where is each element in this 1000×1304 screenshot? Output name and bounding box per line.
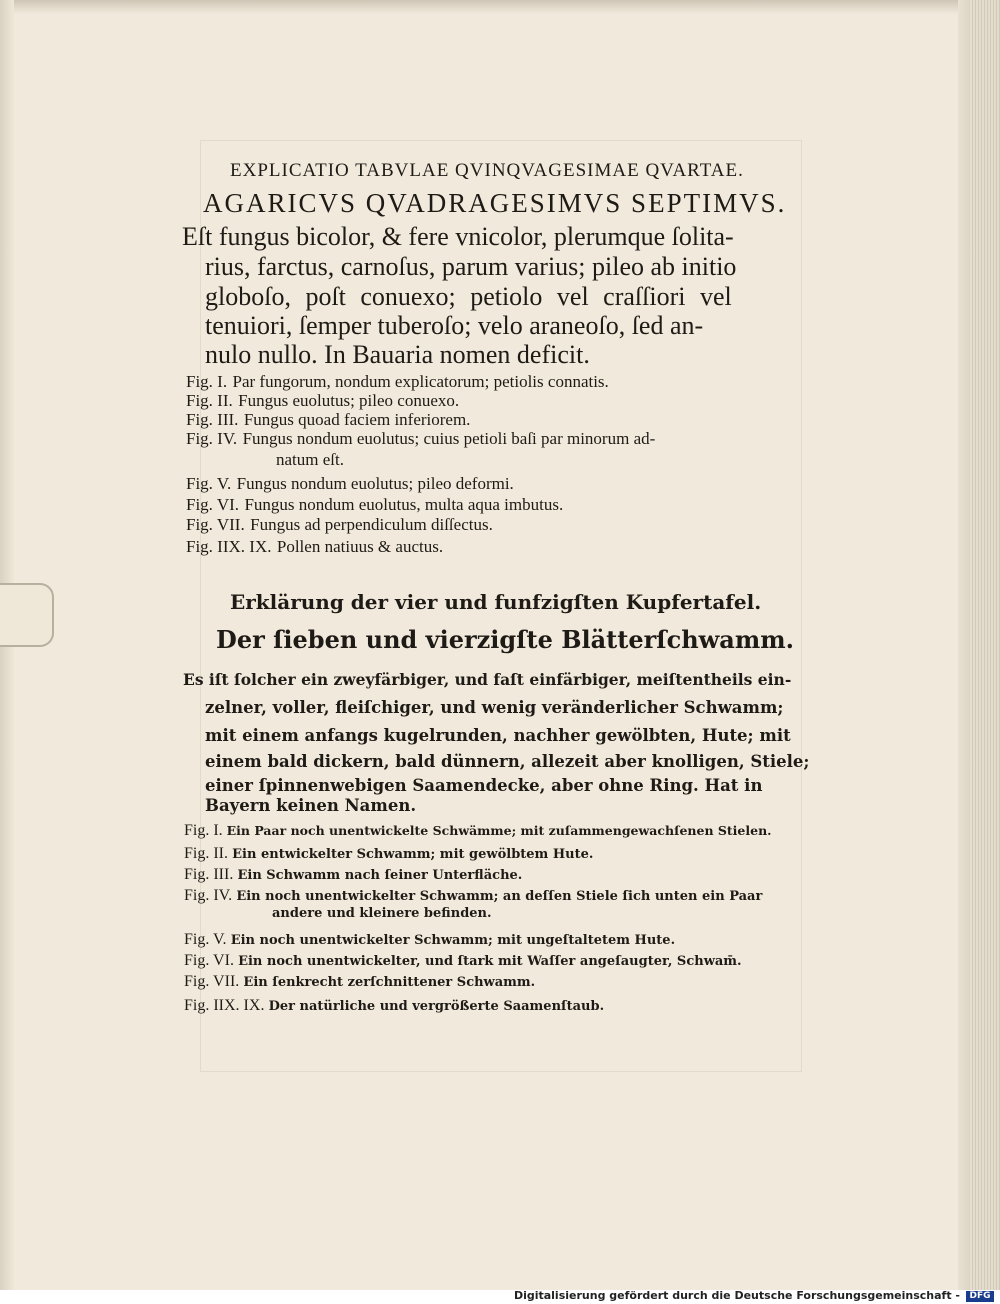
latin-title: AGARICVS QVADRAGESIMVS SEPTIMVS. xyxy=(203,188,787,218)
figure-text: Ein Paar noch unentwickelte Schwämme; mit zuſammengewachſenen Stielen. xyxy=(226,823,772,838)
figure-label: Fig. III. xyxy=(186,410,239,429)
german-figure-item xyxy=(184,931,675,949)
german-heading: Erklärung der vier und funfzigſten Kupfertafel. xyxy=(230,590,762,614)
figure-text: Der natürliche und vergrößerte Saamenſtaub. xyxy=(268,999,605,1014)
latin-figure-item xyxy=(186,372,609,392)
german-description-line: zelner, voller, fleiſchiger, und wenig veränderlicher Schwamm; xyxy=(205,698,784,717)
figure-text: natum eſt. xyxy=(276,450,344,469)
latin-figure-item xyxy=(186,537,443,557)
latin-description-line: tenuiori, ſemper tuberoſo; velo araneoſo, ſed an- xyxy=(205,311,704,340)
german-figure-item xyxy=(184,997,604,1015)
dfg-logo-icon: DFG xyxy=(966,1291,994,1302)
latin-figure-item xyxy=(186,474,514,494)
figure-text: andere und kleinere befinden. xyxy=(272,906,492,921)
figure-label: Fig. VII. xyxy=(184,973,240,990)
figure-label: Fig. IIX. IX. xyxy=(184,997,265,1014)
latin-description-line: rius, farctus, carnoſus, parum varius; pileo ab initio xyxy=(205,252,737,281)
figure-text: Ein noch unentwickelter Schwamm; mit ungeſtaltetem Hute. xyxy=(230,933,676,948)
latin-heading: EXPLICATIO TABVLAE QVINQVAGESIMAE QVARTAE. xyxy=(230,160,744,181)
figure-text: Ein noch unentwickelter Schwamm; an deſſen Stiele ſich unten ein Paar xyxy=(236,889,763,904)
german-figure-item xyxy=(184,866,522,884)
latin-figure-item xyxy=(186,515,493,535)
latin-figure-item xyxy=(186,391,459,411)
latin-figure-item xyxy=(276,450,344,470)
latin-description-line: globoſo, poſt conuexo; petiolo vel craſſiori vel xyxy=(205,282,732,311)
figure-label: Fig. VII. xyxy=(186,515,245,534)
figure-text: Fungus euolutus; pileo conuexo. xyxy=(238,391,460,410)
figure-text: Fungus nondum euolutus; pileo deformi. xyxy=(236,474,514,493)
bookmark-tab xyxy=(0,583,54,647)
figure-text: Ein noch unentwickelter, und ſtark mit Waſſer angeſaugter, Schwam̄. xyxy=(238,954,742,969)
figure-text: Fungus ad perpendiculum diſſectus. xyxy=(250,515,493,534)
german-title: Der ſieben und vierzigſte Blätterſchwamm. xyxy=(216,625,795,654)
figure-label: Fig. IV. xyxy=(184,887,233,904)
figure-label: Fig. V. xyxy=(186,474,232,493)
figure-label: Fig. IIX. IX. xyxy=(186,537,272,556)
figure-label: Fig. II. xyxy=(186,391,233,410)
latin-description-line: nulo nullo. In Bauaria nomen deficit. xyxy=(205,340,590,369)
figure-text: Ein entwickelter Schwamm; mit gewölbtem Hute. xyxy=(232,847,594,862)
german-figure-item xyxy=(184,845,593,863)
stacked-pages-edge xyxy=(970,0,1000,1290)
figure-text: Pollen natiuus & auctus. xyxy=(276,537,444,556)
latin-figure-item xyxy=(186,410,470,430)
figure-text: Ein ſenkrecht zerſchnittener Schwamm. xyxy=(243,975,536,990)
figure-label: Fig. I. xyxy=(186,372,228,391)
german-description-line: einer ſpinnenwebigen Saamendecke, aber ohne Ring. Hat in xyxy=(205,776,763,795)
latin-figure-item xyxy=(186,495,563,515)
figure-text: Fungus nondum euolutus; cuius petioli baſi par minorum ad- xyxy=(242,429,656,448)
figure-label: Fig. V. xyxy=(184,931,227,948)
latin-description-line: Eſt fungus bicolor, & fere vnicolor, plerumque ſolita- xyxy=(182,222,734,251)
footer-credit: Digitalisierung gefördert durch die Deutsche Forschungsgemeinschaft - xyxy=(513,1289,960,1302)
figure-label: Fig. VI. xyxy=(186,495,240,514)
german-description-line: einem bald dickern, bald dünnern, allezeit aber knolligen, Stiele; xyxy=(205,752,810,771)
german-description-line: Es iſt ſolcher ein zweyfärbiger, und faſt einfärbiger, meiſtentheils ein- xyxy=(183,670,792,689)
figure-label: Fig. III. xyxy=(184,866,234,883)
german-description-line: mit einem anfangs kugelrunden, nachher gewölbten, Hute; mit xyxy=(205,726,791,745)
figure-text: Par fungorum, nondum explicatorum; petiolis connatis. xyxy=(232,372,609,391)
german-figure-item xyxy=(184,822,772,840)
figure-label: Fig. IV. xyxy=(186,429,238,448)
german-figure-item xyxy=(272,906,492,921)
german-figure-item xyxy=(184,887,762,905)
figure-text: Fungus nondum euolutus, multa aqua imbutus. xyxy=(244,495,564,514)
latin-figure-item xyxy=(186,429,655,449)
german-figure-item xyxy=(184,952,742,970)
page-top-shadow xyxy=(0,0,1000,14)
figure-label: Fig. II. xyxy=(184,845,228,862)
figure-text: Fungus quoad faciem inferiorem. xyxy=(243,410,471,429)
figure-label: Fig. I. xyxy=(184,822,223,839)
german-description-line: Bayern keinen Namen. xyxy=(205,796,417,815)
figure-label: Fig. VI. xyxy=(184,952,234,969)
figure-text: Ein Schwamm nach ſeiner Unterfläche. xyxy=(237,868,523,883)
german-figure-item xyxy=(184,973,535,991)
